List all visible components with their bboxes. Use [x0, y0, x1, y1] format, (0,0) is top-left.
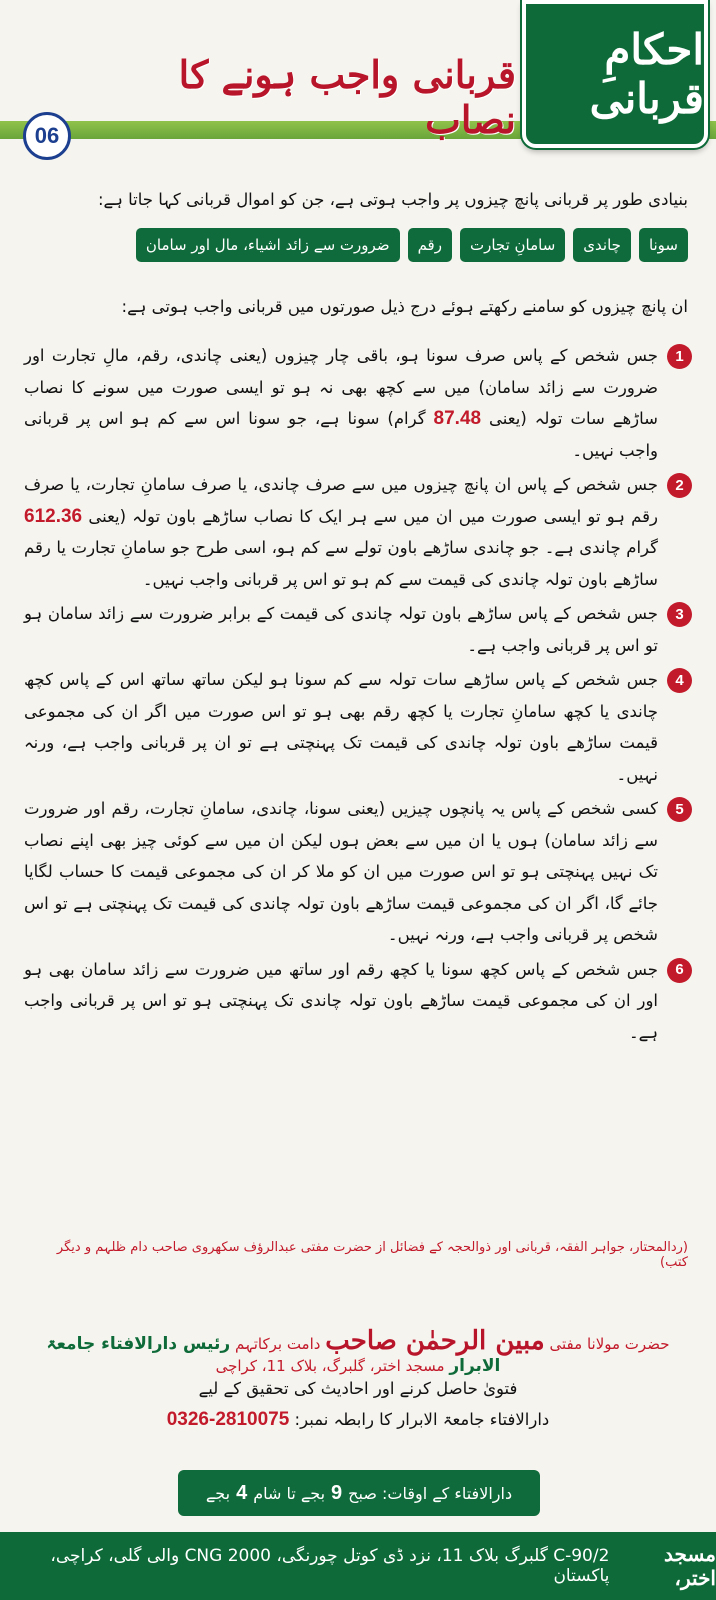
page-number-badge: 06: [23, 112, 71, 160]
list-item: [24, 793, 692, 951]
conditions-list: [24, 340, 692, 1051]
author-line: [20, 1326, 696, 1376]
references: (ردالمحتار، جواہر الفقہ، قربانی اور ذوالحجہ کے فضائل از حضرت مفتی عبدالرؤف سکھروی صاحب دام ظلہم و دیگر کتب): [56, 1240, 688, 1270]
footer-title: مسجد اختر،: [664, 1542, 716, 1590]
hours-start: 9: [331, 1481, 343, 1504]
hours-mid: بجے تا شام: [253, 1483, 326, 1503]
hours-morning-word: صبح: [348, 1483, 377, 1503]
author-prefix: حضرت مولانا مفتی: [549, 1335, 670, 1353]
list-item: [24, 598, 692, 661]
item-text: کسی شخص کے پاس یہ پانچوں چیزیں (یعنی سونا، چاندی، سامانِ تجارت، رقم اور ضرورت سے زائد سامان) ہوں یا ان میں سے بعض ہوں لیکن ان میں سے کوئی چیز بھی اپنے نصاب تک نہیں پہنچتی ہو تو اس صورت میں ان کو ملا کر ان کی مجموعی قیمت کا حساب لگایا جائے گا، اگر ان کی مجموعی قیمت ساڑھے باون تولہ چاندی کی قیمت تک پہنچتی ہے تو اس شخص پر قربانی واجب ہے، ورنہ نہیں۔: [24, 799, 658, 944]
series-badge-label: احکامِ قربانی: [589, 25, 704, 123]
chip-silver: چاندی: [573, 228, 631, 262]
phone-number[interactable]: 0326-2810075: [166, 1409, 290, 1430]
chip-surplus-goods: ضرورت سے زائد اشیاء، مال اور سامان: [136, 228, 400, 262]
item-number: 1: [667, 344, 692, 369]
item-text-continued: گرام چاندی ہے۔ جو چاندی ساڑھے باون تولے سے کم ہو، اسی طرح جو سامانِ تجارت یا رقم ساڑھے باون تولہ چاندی کی قیمت سے کم ہو تو اس پر قربانی واجب نہیں۔: [24, 538, 658, 589]
hours-end: 4: [236, 1481, 248, 1504]
author-role: رئیس دارالافتاء جامعۃ الابرار: [46, 1334, 501, 1376]
list-item: [24, 664, 692, 790]
series-badge: [522, 0, 708, 148]
page-title: قربانی واجب ہونے کا نصاب: [178, 52, 516, 142]
item-number: 2: [667, 473, 692, 498]
item-number: 4: [667, 668, 692, 693]
list-item: [24, 954, 692, 1049]
lead-text: ان پانچ چیزوں کو سامنے رکھتے ہوئے درج ذیل صورتوں میں قربانی واجب ہوتی ہے:: [121, 297, 688, 316]
contact-label: دارالافتاء جامعۃ الابرار کا رابطہ نمبر:: [294, 1410, 550, 1429]
list-item: [24, 340, 692, 466]
item-number: 5: [667, 797, 692, 822]
footer-address: C-90/2 گلبرگ بلاک 11، نزد ڈی کوتل چورنگی، CNG 2000 والی گلی، کراچی، پاکستان: [50, 1546, 610, 1586]
intro-text: بنیادی طور پر قربانی پانچ چیزوں پر واجب ہوتی ہے، جن کو اموال قربانی کہا جاتا ہے:: [97, 190, 688, 209]
gold-grams-value: 87.48: [433, 408, 482, 429]
hours-label: دارالافتاء کے اوقات:: [382, 1483, 513, 1503]
item-text: جس شخص کے پاس کچھ سونا یا کچھ رقم اور ساتھ میں ضرورت سے زائد سامان بھی ہو اور ان کی مجموعی قیمت ساڑھے باون تولہ چاندی تک پہنچتی ہو تو اس پر قربانی واجب ہے۔: [24, 959, 658, 1042]
list-item: [24, 469, 692, 595]
item-number: 3: [667, 602, 692, 627]
item-number: 6: [667, 958, 692, 983]
asset-chips: [28, 228, 688, 262]
item-text: جس شخص کے پاس ساڑھے سات تولہ سے کم سونا ہو لیکن ساتھ ساتھ اس کے پاس کچھ چاندی یا کچھ سامانِ تجارت یا کچھ رقم بھی ہو تو اس صورت میں اگر ان کی مجموعی قیمت ساڑھے باون تولہ چاندی کی قیمت تک پہنچتی ہے تو ان پر قربانی واجب ہے، ورنہ نہیں۔: [24, 670, 658, 784]
footer-address-bar: [0, 1532, 716, 1600]
office-hours: [178, 1470, 540, 1516]
item-text-continued: گرام) سونا ہے، جو سونا اس سے کم ہو اس پر قربانی واجب نہیں۔: [24, 409, 658, 460]
chip-cash: رقم: [408, 228, 452, 262]
item-text: جس شخص کے پاس ان پانچ چیزوں میں سے صرف چاندی، یا صرف سامانِ تجارت، یا صرف رقم ہو تو ایسی صورت میں ان میں سے ہر ایک کا نصاب ساڑھے باون تولہ (یعنی: [24, 475, 658, 526]
item-text: جس شخص کے پاس صرف سونا ہو، باقی چار چیزوں (یعنی چاندی، رقم، مالِ تجارت اور ضرورت سے زائد سامان) میں سے کچھ بھی نہ ہو تو ایسی صورت میں سونے کا نصاب ساڑھے سات تولہ (یعنی: [24, 346, 659, 428]
author-honorific: دامت برکاتہم: [234, 1335, 321, 1353]
author-mosque: مسجد اختر، گلبرگ، بلاک 11، کراچی: [215, 1357, 445, 1375]
item-text: جس شخص کے پاس ساڑھے باون تولہ چاندی کی قیمت کے برابر ضرورت سے زائد سامان ہو تو اس پر قربانی واجب ہے۔: [24, 604, 658, 655]
hours-end-word: بجے: [205, 1483, 231, 1503]
author-name: مبین الرحمٰن صاحب: [325, 1326, 545, 1356]
chip-gold: سونا: [639, 228, 688, 262]
contact-line: [0, 1409, 716, 1431]
silver-grams-value: 612.36: [24, 505, 83, 527]
fatwa-line: فتویٰ حاصل کرنے اور احادیث کی تحقیق کے لیے: [198, 1379, 518, 1398]
chip-trade-goods: سامانِ تجارت: [460, 228, 565, 262]
